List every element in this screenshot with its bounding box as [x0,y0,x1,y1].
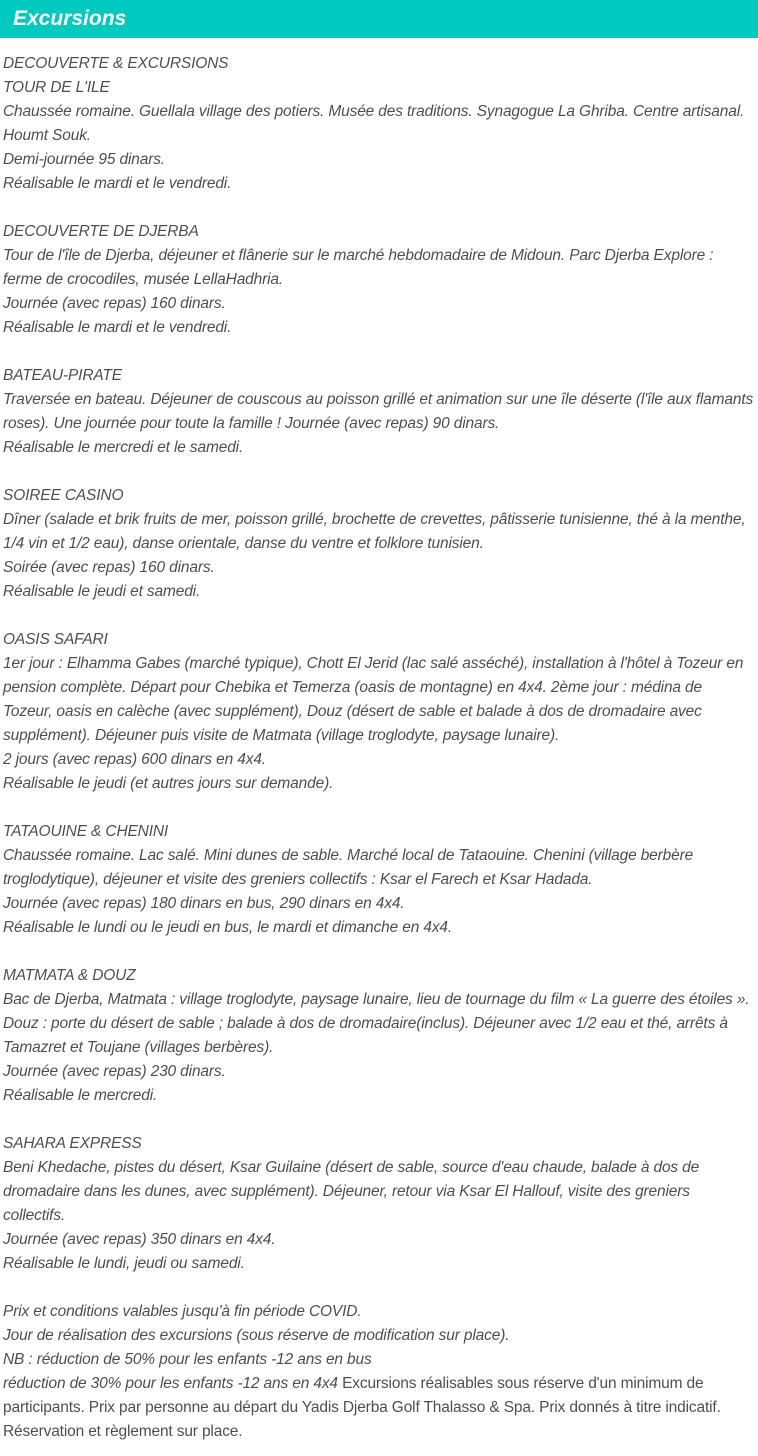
section-line: Réalisable le mardi et le vendredi. [3,319,232,336]
footer-italic-part: réduction de 30% pour les enfants -12 ans en 4x4 [3,1375,338,1392]
section-line: Réalisable le mercredi et le samedi. [3,439,244,456]
excursion-section [3,364,754,460]
section-line: 2 jours (avec repas) 600 dinars en 4x4. [3,751,266,768]
section-title: SAHARA EXPRESS [3,1135,142,1152]
section-title: MATMATA & DOUZ [3,967,136,984]
section-title: SOIREE CASINO [3,487,124,504]
section-line: Traversée en bateau. Déjeuner de couscous au poisson grillé et animation sur une île déserte (l'île aux flamants roses). Une journée pour toute la famille ! Journée (avec repas) 90 dinars. [3,391,754,432]
section-line: Réalisable le jeudi (et autres jours sur demande). [3,775,334,792]
excursion-section [3,628,754,796]
excursion-section [3,220,754,340]
section-line: Réalisable le mardi et le vendredi. [3,175,232,192]
section-line: Réalisable le jeudi et samedi. [3,583,201,600]
section-line: Réalisable le lundi ou le jeudi en bus, le mardi et dimanche en 4x4. [3,919,453,936]
footer-line-nb-bus: NB : réduction de 50% pour les enfants -12 ans en bus [3,1351,372,1368]
section-line: Journée (avec repas) 350 dinars en 4x4. [3,1231,276,1248]
section-line: Réalisable le lundi, jeudi ou samedi. [3,1255,245,1272]
section-line: Journée (avec repas) 160 dinars. [3,295,226,312]
section-title: DECOUVERTE DE DJERBA [3,223,199,240]
section-line: 1er jour : Elhamma Gabes (marché typique), Chott El Jerid (lac salé asséché), installation à l'hôtel à Tozeur en pension complète. Départ pour Chebika et Temerza (oasis de montagne) en 4x4. 2ème jour : médina de Tozeur, oasis en calèche (avec supplément), Douz (désert de sable et balade à dos de dromadaire avec supplément). Déjeuner puis visite de Matmata (village troglodyte, paysage lunaire). [3,655,744,744]
section-line: Dîner (salade et brik fruits de mer, poisson grillé, brochette de crevettes, pâtisserie tunisienne, thé à la menthe, 1/4 vin et 1/2 eau), danse orientale, danse du ventre et folklore tunisien. [3,511,746,552]
section-line: Réalisable le mercredi. [3,1087,158,1104]
excursion-section [3,1132,754,1276]
section-line: Soirée (avec repas) 160 dinars. [3,559,215,576]
section-title: OASIS SAFARI [3,631,108,648]
excursion-sections [3,76,754,1276]
section-line: Bac de Djerba, Matmata : village troglodyte, paysage lunaire, lieu de tournage du film « La guerre des étoiles ». Douz : porte du désert de sable ; balade à dos de dromadaire(inclus). Déjeuner avec 1/2 eau et thé, arrêts à Tamazret et Toujane (villages berbères). [3,991,750,1056]
section-line: Chaussée romaine. Guellala village des potiers. Musée des traditions. Synagogue La Ghriba. Centre artisanal. Houmt Souk. [3,103,745,144]
section-line: Chaussée romaine. Lac salé. Mini dunes de sable. Marché local de Tataouine. Chenini (village berbère troglodytique), déjeuner et visite des greniers collectifs : Ksar el Farech et Ksar Hadada. [3,847,694,888]
section-line: Journée (avec repas) 180 dinars en bus, 290 dinars en 4x4. [3,895,405,912]
intro-heading: DECOUVERTE & EXCURSIONS [3,55,229,72]
page-title: Excursions [13,7,127,30]
section-title: TATAOUINE & CHENINI [3,823,169,840]
footer-notes [3,1300,754,1444]
page-header [0,0,758,38]
excursions-content [0,38,758,1456]
section-title: BATEAU-PIRATE [3,367,122,384]
footer-line-mixed [3,1372,754,1444]
excursion-section [3,484,754,604]
footer-line-covid: Prix et conditions valables jusqu'à fin période COVID. [3,1303,362,1320]
section-line: Demi-journée 95 dinars. [3,151,165,168]
excursion-section [3,964,754,1108]
section-line: Beni Khedache, pistes du désert, Ksar Guilaine (désert de sable, source d'eau chaude, balade à dos de dromadaire dans les dunes, avec supplément). Déjeuner, retour via Ksar El Hallouf, visite des greniers collectifs. [3,1159,700,1224]
section-line: Journée (avec repas) 230 dinars. [3,1063,226,1080]
section-line: Tour de l'île de Djerba, déjeuner et flânerie sur le marché hebdomadaire de Midoun. Parc Djerba Explore : ferme de crocodiles, musée LellaHadhria. [3,247,714,288]
footer-regular-part: Excursions réalisables sous réserve d'un minimum de participants. Prix par personne au départ du Yadis Djerba Golf Thalasso & Spa. Prix donnés à titre indicatif. Réservation et règlement sur place. [3,1375,721,1440]
excursion-section [3,76,754,196]
section-title: TOUR DE L'ILE [3,79,110,96]
footer-line-realisation: Jour de réalisation des excursions (sous réserve de modification sur place). [3,1327,510,1344]
excursion-section [3,820,754,940]
